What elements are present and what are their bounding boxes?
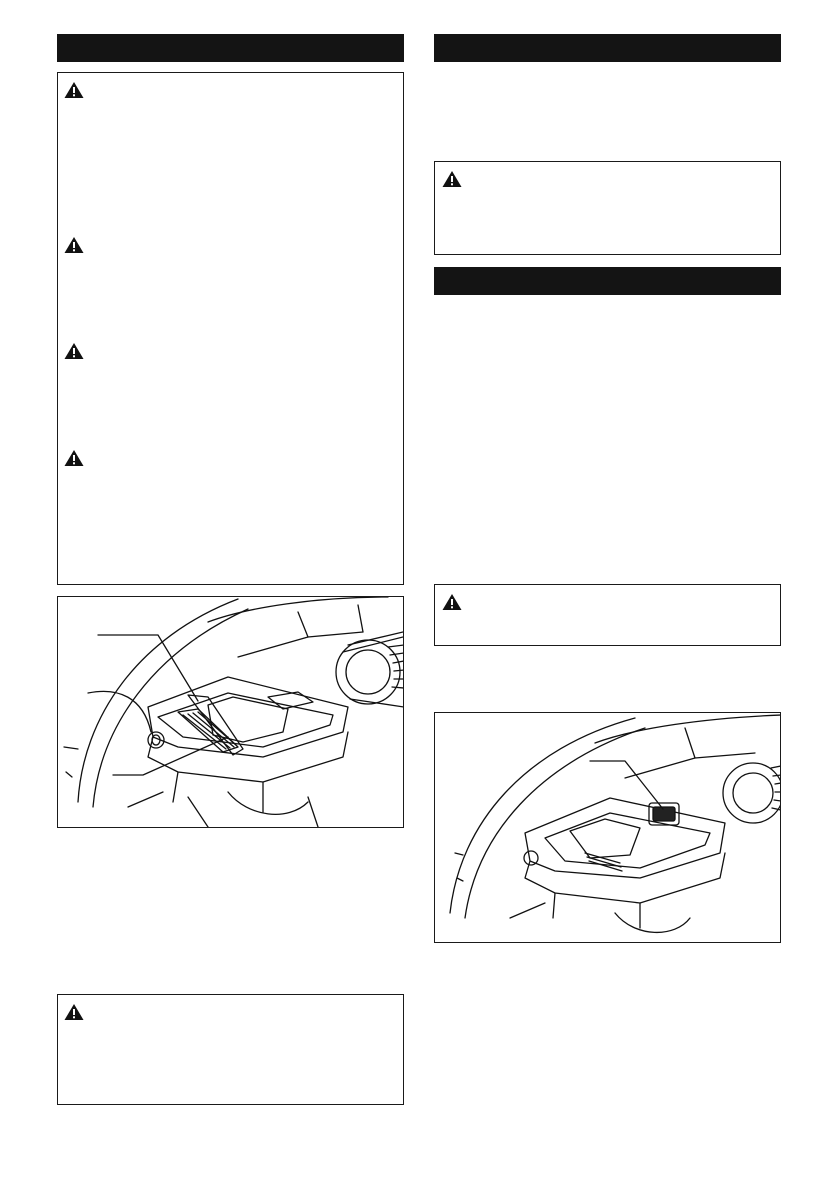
warning-triangle-icon — [64, 449, 84, 467]
warning-triangle-icon — [64, 236, 84, 254]
warning-triangle-icon — [442, 170, 462, 188]
warning-box-right-1 — [434, 161, 781, 255]
figure-lock-lever — [57, 596, 404, 828]
section-header-bar-right-1 — [434, 34, 781, 62]
tool-base-illustration-2 — [435, 713, 781, 943]
warning-box-right-2 — [434, 584, 781, 646]
warning-box-left-2 — [57, 994, 404, 1105]
figure-lock-button — [434, 712, 781, 943]
warning-triangle-icon — [64, 342, 84, 360]
warning-triangle-icon — [64, 81, 84, 99]
tool-base-illustration — [58, 597, 404, 828]
warning-triangle-icon — [442, 593, 462, 611]
warning-box-left-1 — [57, 72, 404, 585]
section-header-bar-left — [57, 34, 404, 62]
section-header-bar-right-2 — [434, 267, 781, 295]
warning-triangle-icon — [64, 1003, 84, 1021]
